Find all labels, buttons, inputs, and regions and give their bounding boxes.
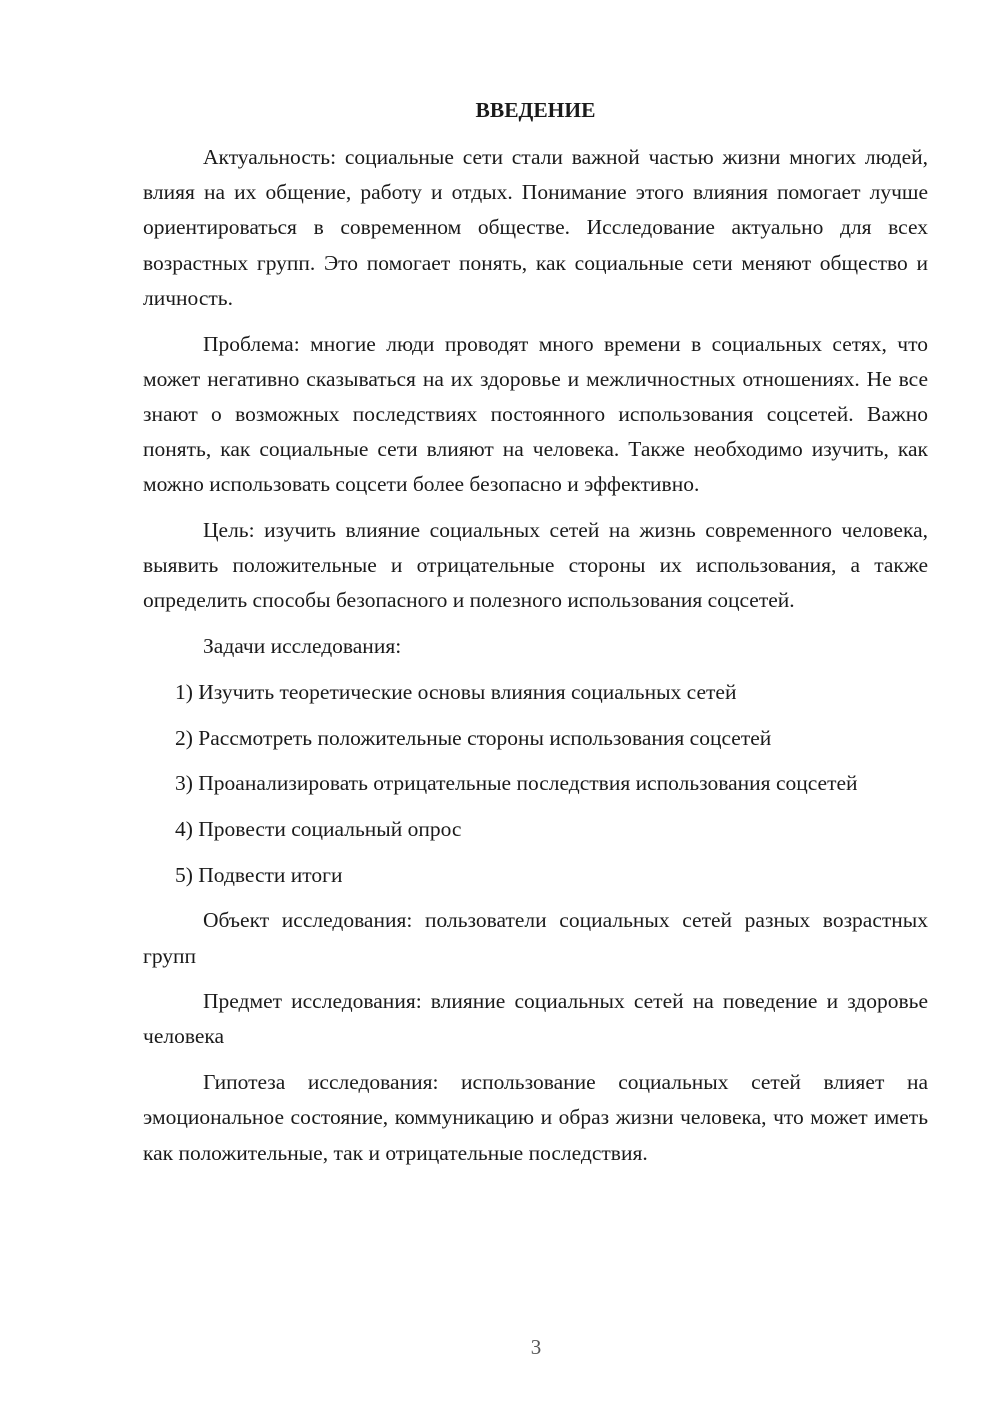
paragraph-goal: Цель: изучить влияние социальных сетей на жизнь современного человека, выявить положительные и отрицательные стороны их использования, а также определить способы безопасного и полезного использования соцсетей. — [143, 518, 928, 613]
task-item: 5) Подвести итоги — [175, 862, 343, 887]
task-item: 3) Проанализировать отрицательные последствия использования соцсетей — [175, 771, 858, 796]
paragraph-object: Объект исследования: пользователи социальных сетей разных возрастных групп — [143, 908, 928, 968]
page-content — [143, 92, 928, 1181]
paragraph-problem: Проблема: многие люди проводят много времени в социальных сетях, что может негативно сказываться на их здоровье и межличностных отношениях. Не все знают о возможных последствиях постоянного использования соцсетей. Важно понять, как социальные сети влияют на человека. Также необходимо изучить, как можно использовать соцсети более безопасно и эффективно. — [143, 331, 928, 497]
paragraph-hypothesis: Гипотеза исследования: использование социальных сетей влияет на эмоциональное состояние, коммуникацию и образ жизни человека, что может иметь как положительные, так и отрицательные последствия. — [143, 1070, 928, 1165]
task-item: 4) Провести социальный опрос — [175, 816, 462, 841]
tasks-heading: Задачи исследования: — [203, 634, 402, 659]
task-item: 1) Изучить теоретические основы влияния социальных сетей — [175, 679, 737, 704]
page-number: 3 — [530, 1335, 542, 1359]
paragraph-subject: Предмет исследования: влияние социальных сетей на поведение и здоровье человека — [143, 989, 928, 1049]
task-item: 2) Рассмотреть положительные стороны использования соцсетей — [175, 725, 772, 750]
paragraph-relevance: Актуальность: социальные сети стали важной частью жизни многих людей, влияя на их общение, работу и отдых. Понимание этого влияния помогает лучше ориентироваться в современном обществе. Исследование актуально для всех возрастных групп. Это помогает понять, как социальные сети меняют общество и личность. — [143, 145, 928, 310]
section-title: ВВЕДЕНИЕ — [475, 98, 596, 122]
